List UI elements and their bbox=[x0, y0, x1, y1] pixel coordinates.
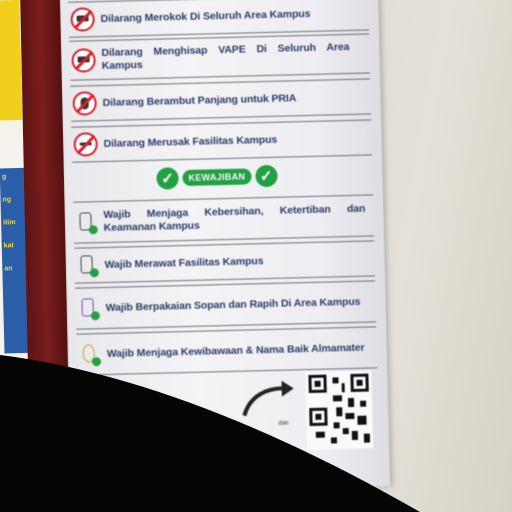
poster-fragment: itim bbox=[3, 219, 16, 227]
prohibition-text: Dilarang Menghisap VAPE Di Seluruh Area Kampus bbox=[101, 40, 350, 72]
prohibition-text: Dilarang Merusak Fasilitas Kampus bbox=[103, 133, 278, 150]
obligation-text: Wajib Berpakaian Sopan dan Rapih Di Area Kampus bbox=[105, 295, 361, 314]
obligation-text: Wajib Merawat Fasilitas Kampus bbox=[104, 254, 264, 271]
obligation-text: Wajib Menjaga Kebersihan, Ketertiban dan Keamanan Kampus bbox=[103, 202, 366, 234]
poster-fragment: g bbox=[1, 173, 7, 181]
footer-fragment: dan bbox=[278, 420, 289, 427]
prohibition-text: Dilarang Merokok Di Seluruh Area Kampus bbox=[100, 7, 311, 25]
poster-fragment: kat bbox=[3, 242, 14, 250]
poster-fragment: ng bbox=[2, 196, 12, 204]
checkmark-icon: ✓ bbox=[156, 167, 179, 190]
poster-fragment: an bbox=[4, 265, 13, 273]
prohibition-text: Dilarang Berambut Panjang untuk PRIA bbox=[102, 91, 297, 109]
checkmark-icon: ✓ bbox=[255, 165, 278, 188]
obligation-text: Wajib Menjaga Kewibawaan & Nama Baik Almamater bbox=[106, 341, 365, 360]
obligations-heading-label: KEWAJIBAN bbox=[182, 168, 251, 186]
